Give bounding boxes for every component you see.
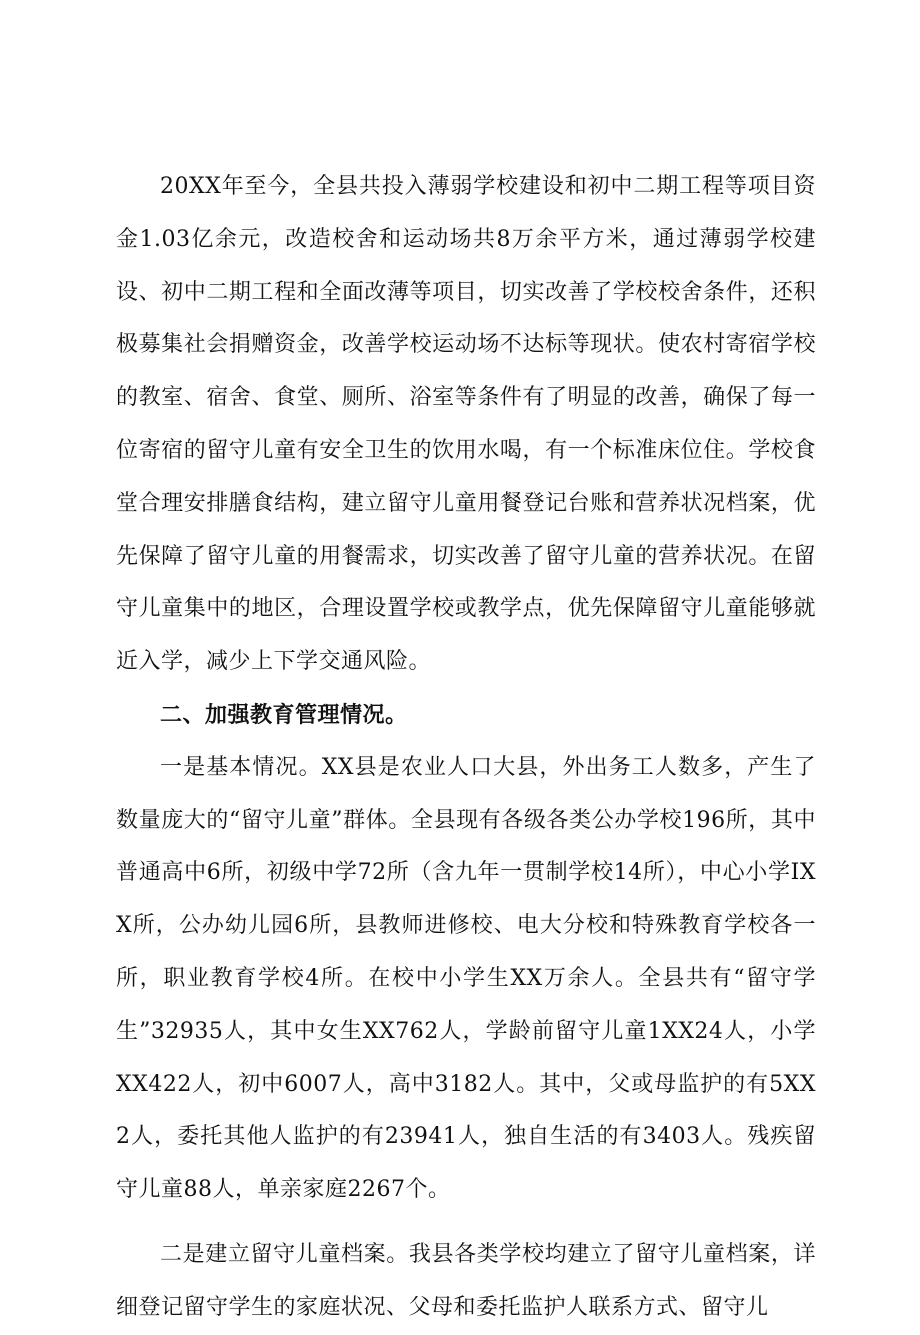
document-body bbox=[116, 161, 816, 1335]
section-heading-education-management: 二、加强教育管理情况。 bbox=[160, 701, 408, 728]
paragraph-basic-situation: 一是基本情况。XX县是农业人口大县，外出务工人数多，产生了数量庞大的“留守儿童”群体。全县现有各级各类公办学校196所，其中普通高中6所，初级中学72所（含九年一贯制学校14所），中心小学IXX所，公办幼儿园6所，县教师进修校、电大分校和特殊教育学校各一所，职业教育学校4所。在校中小学生XX万余人。全县共有“留守学生”32935人，其中女生XX762人，学龄前留守儿童1XX24人，小学XX422人，初中6007人，高中3182人。其中，父或母监护的有5XX2人，委托其他人监护的有23941人，独自生活的有3403人。残疾留守儿童88人，单亲家庭2267个。 bbox=[116, 754, 816, 1203]
paragraph-school-construction: 20XX年至今，全县共投入薄弱学校建设和初中二期工程等项目资金1.03亿余元，改造校舍和运动场共8万余平方米，通过薄弱学校建设、初中二期工程和全面改薄等项目，切实改善了学校校舍条件，还积极募集社会捐赠资金，改善学校运动场不达标等现状。使农村寄宿学校的教室、宿舍、食堂、厕所、浴室等条件有了明显的改善，确保了每一位寄宿的留守儿童有安全卫生的饮用水喝，有一个标准床位住。学校食堂合理安排膳食结构，建立留守儿童用餐登记台账和营养状况档案，优先保障了留守儿童的用餐需求，切实改善了留守儿童的营养状况。在留守儿童集中的地区，合理设置学校或教学点，优先保障留守儿童能够就近入学，减少上下学交通风险。 bbox=[116, 174, 816, 675]
paragraph-spacer bbox=[116, 1217, 816, 1229]
paragraph-children-archives: 二是建立留守儿童档案。我县各类学校均建立了留守儿童档案，详细登记留守学生的家庭状况、父母和委托监护人联系方式、留守儿 bbox=[116, 1241, 816, 1320]
